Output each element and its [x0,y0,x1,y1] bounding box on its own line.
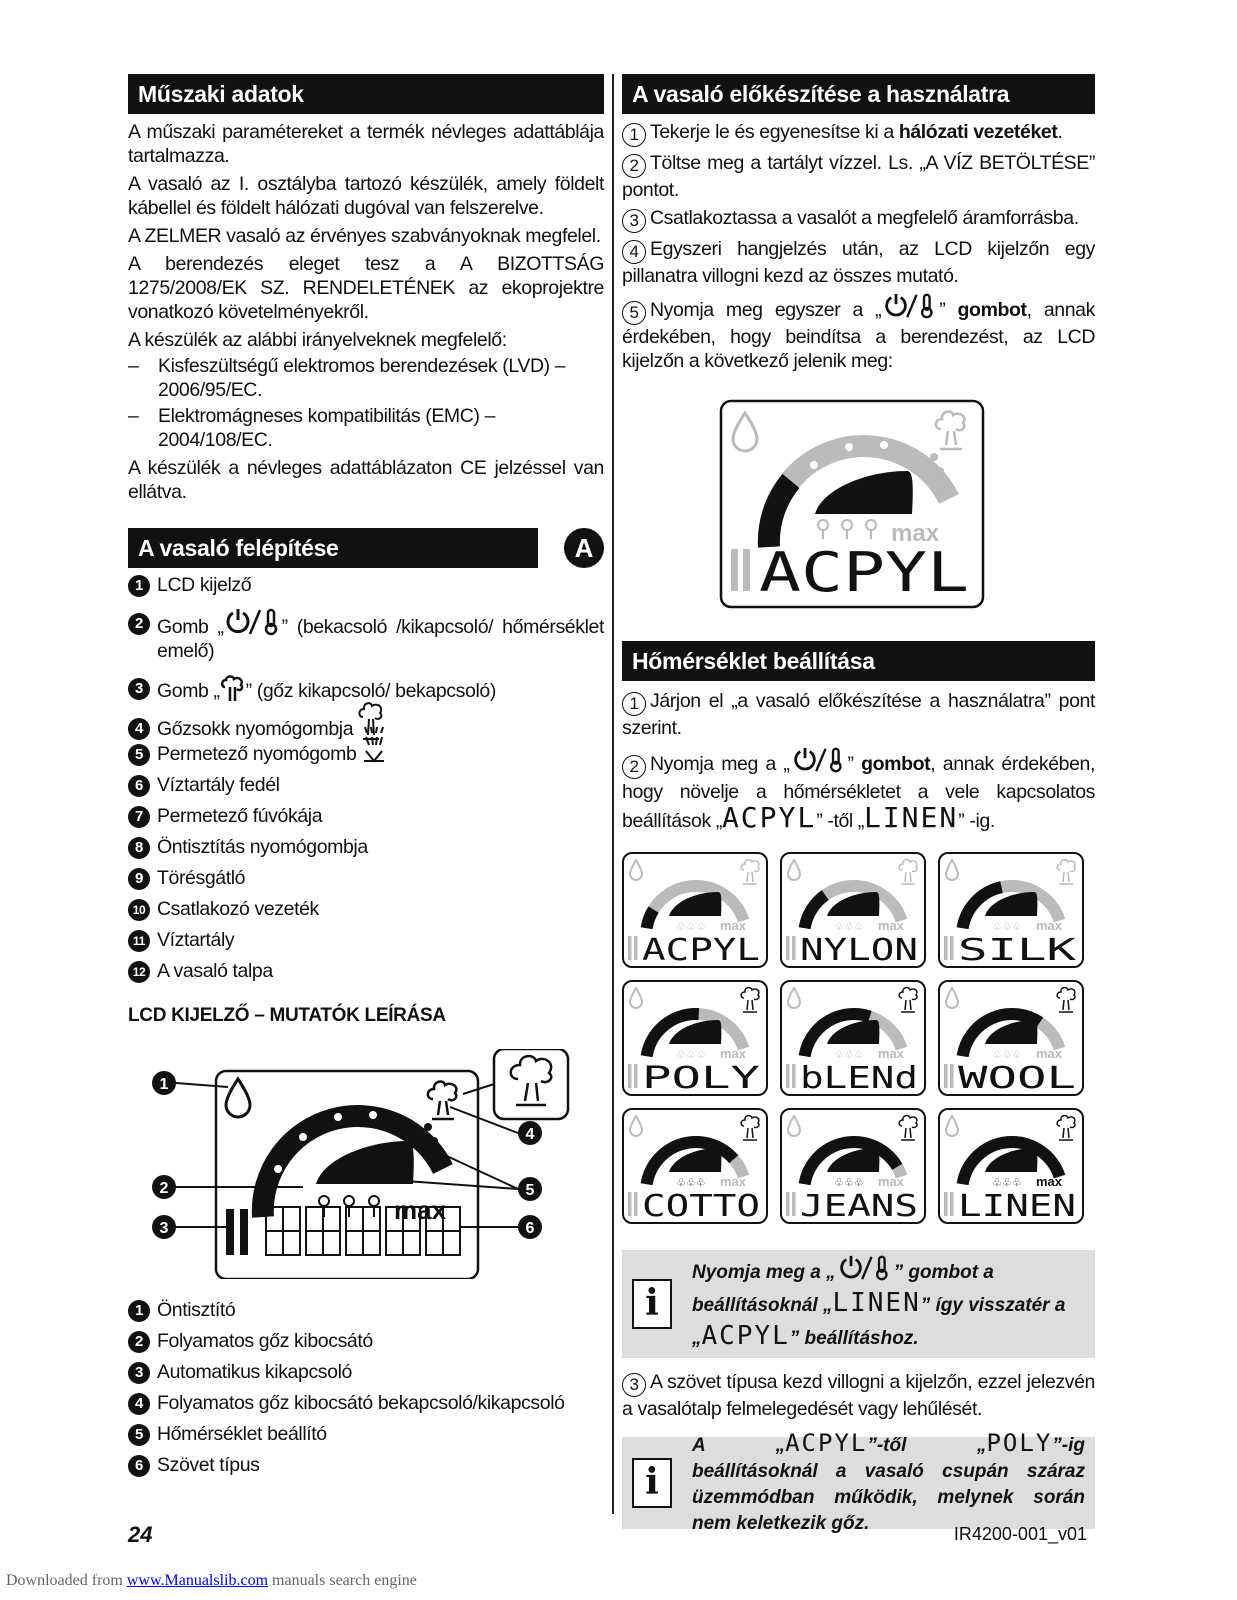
item-number: 3 [128,678,150,700]
paragraph: A műszaki paramétereket a termék névleges adattáblája tartalmazza. [128,121,604,167]
step: 4 Egyszeri hangjelzés után, az LCD kijelzőn egy pillanatra villogni kezd az összes mutató. [622,238,1095,287]
fabric-word: POLY [642,1061,760,1094]
lcd-word: ACPYL [785,1428,868,1457]
list-item: 5 Hőmérséklet beállító [128,1423,604,1446]
step: 1 Tekerje le és egyenesítse ki a hálózati vezetéket. [622,120,1095,147]
list-item: 3 Automatikus kikapcsoló [128,1361,604,1384]
lcd-diagram [128,1049,604,1279]
item-text: Víztartály fedél [157,774,280,796]
steam-level-icons: ♧♧♧ [834,920,864,933]
manualslib-link[interactable]: www.Manualslib.com [126,1572,269,1589]
lcd-word: ACPYL [759,541,969,604]
list-item [128,867,604,890]
info-text: A „ACPYL”-től „POLY”-ig beállításoknál a vasaló csupán száraz üzemmódban működik, melynek során nem keletkezik gőz. [692,1428,1085,1534]
fabric-word: SILK [958,933,1076,966]
paragraph: A berendezés eleget tesz a A BIZOTTSÁG 1275/2008/EK SZ. RENDELETÉNEK az ekoprojektre vonatkozó követelményekről. [128,253,604,323]
item-number: 7 [128,806,150,828]
paragraph: A készülék a névleges adattáblázaton CE jelzéssel van ellátva. [128,457,604,503]
max-label: max [878,1046,905,1061]
svg-text:6: 6 [525,1220,535,1237]
steam-level-icons: ♧♧♧ [992,1048,1022,1061]
steam-burst-icon [899,1116,917,1140]
item-text: Szövet típus [157,1454,260,1476]
item-text: LCD kijelző [157,574,252,596]
steam-burst-icon [899,860,917,884]
lcd-word: ACPYL [721,801,817,834]
item-text: Törésgátló [157,867,246,889]
power-temp-icon [790,746,848,774]
item-text: Gőzsokk nyomógombja [157,717,354,740]
item-text: Permetező nyomógomb [157,743,357,765]
info-box [622,1250,1095,1358]
list-item [128,805,604,828]
item-text: Automatikus kikapcsoló [157,1361,352,1383]
drop-icon [788,988,800,1008]
svg-text:5: 5 [525,1182,535,1199]
drop-icon [630,1116,642,1136]
fabric-word: bLENd [800,1061,918,1094]
item-text: Öntisztító [157,1299,236,1321]
power-temp-icon [224,607,282,637]
fabric-setting-linen [938,1108,1084,1224]
preparation-steps [622,120,1095,373]
section-title-temperature: Hőmérséklet beállítása [622,641,1095,681]
item-text: Hőmérséklet beállító [157,1423,327,1445]
item-text: Folyamatos gőz kibocsátó bekapcsoló/kikapcsoló [157,1392,565,1414]
lcd-word: ACPYL [701,1321,790,1351]
svg-text:4: 4 [525,1126,535,1143]
lcd-display-acpyl [719,399,985,609]
fabric-setting-blend [780,980,926,1096]
steam-burst-icon [1057,988,1075,1012]
list-item [128,574,604,597]
document-code: IR4200-001_v01 [953,1524,1087,1544]
column-divider [612,74,614,1514]
item-number: 4 [128,718,150,740]
steam-level-icons: ♧♧♧ [676,920,706,933]
item-text: A vasaló talpa [157,960,273,982]
drop-icon [630,860,642,880]
steam-level-icons: ♧♧♧ [676,1048,706,1061]
max-label: max [878,1174,905,1189]
steam-burst-icon [899,988,917,1012]
max-label: max [878,918,905,933]
item-number: 8 [128,837,150,859]
item-number: 10 [128,899,150,921]
page-number: 24 [128,1522,153,1547]
paragraph: A vasaló az I. osztályba tartozó készülék, amely földelt kábellel és földelt hálózati dugóval van felszerelve. [128,173,604,219]
list-item [128,898,604,921]
fabric-word: WOOL [958,1061,1076,1094]
info-icon: i [632,1458,672,1508]
item-text: Gomb „ ” (gőz kikapcsoló/ bekapcsoló) [157,675,496,703]
max-label: max [720,918,747,933]
paragraph: A ZELMER vasaló az érvényes szabványoknak megfelel. [128,225,601,247]
list-item [128,607,604,663]
steam-icon [220,675,246,703]
lcd-word: LINEN [863,801,959,834]
list-item: 4 Folyamatos gőz kibocsátó bekapcsoló/kikapcsoló [128,1392,604,1415]
max-label: max [394,1195,447,1225]
spray-icon [360,725,388,765]
item-number: 5 [128,744,150,766]
structure-list [128,574,604,983]
item-number: 2 [128,613,150,635]
step: 3 A szövet típusa kezd villogni a kijelzőn, ezzel jelezvén a vasalótalp felmelegedését vagy lehűlését. [622,1371,1095,1420]
power-temp-icon [881,292,939,320]
steam-level-icons: ♧♧♧ [992,1176,1022,1189]
list-item [128,743,604,766]
svg-text:2: 2 [159,1180,169,1197]
steam-level-icons: ♧♧♧ [834,1176,864,1189]
max-label: max [1036,1046,1063,1061]
fabric-setting-poly [622,980,768,1096]
steam-burst-icon [741,860,759,884]
list-item: 1 Öntisztító [128,1299,604,1322]
item-number: 9 [128,868,150,890]
drop-icon [788,1116,800,1136]
info-text: Nyomja meg a „ ” gombot a beállításoknál „LINEN” így visszatér a „ACPYL” beállításhoz. [692,1254,1085,1354]
lcd-word: LINEN [832,1288,921,1318]
steam-level-icons: ♧♧♧ [992,920,1022,933]
item-text: Öntisztítás nyomógombja [157,836,368,858]
section-title-preparation: A vasaló előkészítése a használatra [622,74,1095,114]
steam-level-icons: ♧♧♧ [676,1176,706,1189]
fabric-setting-wool [938,980,1084,1096]
steam-burst-icon [1057,860,1075,884]
item-number: 11 [128,930,150,952]
list-item [128,774,604,797]
fabric-setting-silk [938,852,1084,968]
lcd-heading: LCD KIJELZŐ – MUTATÓK LEÍRÁSA [128,1005,446,1026]
power-temp-icon [836,1254,894,1282]
fabric-word: NYLON [800,933,918,966]
fabric-word: JEANS [800,1189,918,1222]
drop-icon [946,988,958,1008]
item-text: Permetező fúvókája [157,805,323,827]
left-column [128,74,604,1477]
step: 5 Nyomja meg egyszer a „ ” gombot, annak érdekében, hogy beindítsa a berendezést, az LCD kijelzőn a következő jelenik meg: [622,292,1095,373]
dash-item: – Kisfeszültségű elektromos berendezések (LVD) – 2006/95/EC. [128,354,604,402]
step: 1 Járjon el „a vasaló előkészítése a használatra” pont szerint. [622,690,1095,739]
item-text: Gomb „ ” (bekacsoló /kikapcsoló/ hőmérséklet emelő) [157,607,604,663]
section-badge: A [564,528,604,568]
list-item [128,929,604,952]
list-item: 6 Szövet típus [128,1454,604,1477]
fabric-word: ACPYL [642,933,760,966]
item-number: 1 [128,575,150,597]
fabric-word: LINEN [958,1189,1076,1222]
step: 2 Töltse meg a tartályt vízzel. Ls. „A VÍZ BETÖLTÉSE” pontot. [622,152,1095,201]
max-label: max [1036,918,1063,933]
dash-item-text: Kisfeszültségű elektromos berendezések (LVD) – 2006/95/EC. [158,355,566,401]
fabric-word: COTTO [642,1189,760,1222]
max-label: max [1036,1174,1063,1189]
steam-burst-icon [741,988,759,1012]
download-note: Downloaded from www.Manualslib.com manuals search engine [6,1572,417,1589]
item-number: 6 [128,775,150,797]
list-item [128,836,604,859]
steam-burst-icon [1057,1116,1075,1140]
drop-icon [788,860,800,880]
list-item: 2 Folyamatos gőz kibocsátó [128,1330,604,1353]
max-label: max [720,1174,747,1189]
svg-text:3: 3 [159,1220,169,1237]
step: 3 Csatlakoztassa a vasalót a megfelelő áramforrásba. [622,206,1095,233]
fabric-setting-cotto [622,1108,768,1224]
list-item [128,960,604,983]
svg-text:max: max [891,520,940,547]
info-icon: i [632,1279,672,1329]
max-label: max [720,1046,747,1061]
steam-level-icons: ♧♧♧ [834,1048,864,1061]
item-text: Csatlakozó vezeték [157,898,319,920]
item-text: Víztartály [157,929,235,951]
drop-icon [946,1116,958,1136]
item-number: 12 [128,961,150,983]
fabric-setting-acpyl [622,852,768,968]
paragraph: A készülék az alábbi irányelveknek megfelelő: [128,329,507,351]
dash-item-text: Elektromágneses kompatibilitás (EMC) – 2004/108/EC. [158,405,496,451]
section-title-structure: A vasaló felépítése [128,528,538,568]
section-title-technical: Műszaki adatok [128,74,604,114]
drop-icon [946,860,958,880]
svg-text:1: 1 [159,1076,169,1093]
drop-icon [630,988,642,1008]
dash-item: – Elektromágneses kompatibilitás (EMC) – 2004/108/EC. [128,404,604,452]
lcd-word: POLY [986,1428,1053,1457]
steam-burst-icon [741,1116,759,1140]
step: 2 Nyomja meg a „ ” gombot, annak érdekében, hogy növelje a hőmérsékletet a vele kapcsolatos beállítások „ACPYL” -től „LINEN” -ig. [622,746,1095,834]
item-text: Folyamatos gőz kibocsátó [157,1330,373,1352]
fabric-setting-nylon [780,852,926,968]
lcd-legend [128,1299,604,1477]
fabric-settings-grid [622,852,1095,1224]
fabric-setting-jeans [780,1108,926,1224]
